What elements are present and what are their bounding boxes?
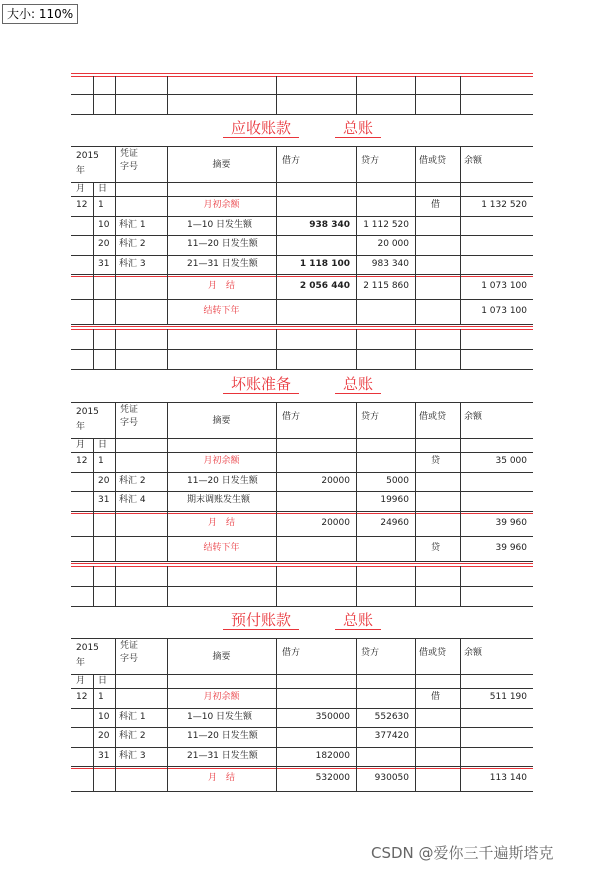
ledger-3 [71, 612, 533, 852]
column-rule [415, 708, 416, 728]
row-rule [71, 491, 533, 492]
column-rule [167, 196, 168, 216]
row-rule [71, 747, 533, 748]
column-rule [93, 76, 94, 114]
row-balance: 511 190 [489, 692, 527, 703]
row-day: 31 [98, 495, 110, 506]
closing-red-rule [71, 563, 533, 564]
header-day: 日 [98, 676, 108, 686]
column-rule [356, 255, 357, 275]
header-nian: 年 [76, 422, 86, 432]
row-day: 1 [98, 692, 104, 703]
column-rule [356, 536, 357, 561]
row-balance: 1 073 100 [481, 306, 527, 316]
row-day: 10 [98, 711, 110, 722]
row-summary: 11—20 日发生额 [187, 475, 258, 486]
column-rule [415, 216, 416, 236]
ledger-title [71, 120, 533, 138]
column-rule [276, 274, 277, 299]
column-rule [415, 196, 416, 216]
column-rule [415, 402, 416, 452]
column-rule [415, 235, 416, 255]
column-rule [93, 472, 94, 492]
header-month: 月 [76, 676, 86, 686]
closing-red-rule [71, 566, 533, 567]
column-rule [167, 491, 168, 511]
row-rule [71, 235, 533, 236]
row-month: 12 [76, 692, 88, 703]
ledger-type: 总账 [335, 612, 381, 630]
row-rule [71, 299, 533, 300]
row-day: 20 [98, 239, 110, 250]
row-month: 12 [76, 456, 88, 467]
row-rule [71, 274, 533, 275]
column-rule [167, 688, 168, 708]
rule-line [71, 73, 533, 74]
ledger-account-name: 预付账款 [223, 612, 299, 630]
header-direction: 借或贷 [419, 648, 447, 658]
header-month: 月 [76, 440, 86, 450]
column-rule [115, 511, 116, 536]
column-rule [276, 708, 277, 728]
column-rule [460, 76, 461, 114]
ledger-type: 总账 [335, 376, 381, 394]
column-rule [276, 536, 277, 561]
column-rule [460, 216, 461, 236]
row-voucher: 科汇 2 [119, 475, 146, 486]
row-debit: 20000 [321, 517, 350, 528]
header-credit: 贷方 [361, 648, 380, 658]
column-rule [460, 708, 461, 728]
row-balance: 35 000 [495, 456, 527, 467]
column-rule [276, 146, 277, 196]
row-direction: 贷 [431, 456, 441, 467]
row-debit: 20000 [321, 475, 350, 486]
header-voucher-no: 字号 [120, 418, 139, 428]
header-voucher: 凭证 [120, 149, 139, 159]
column-rule [115, 491, 116, 511]
row-rule [71, 586, 533, 587]
column-rule [356, 76, 357, 114]
column-rule [415, 511, 416, 536]
column-rule [415, 255, 416, 275]
column-rule [93, 255, 94, 275]
row-voucher: 科汇 4 [119, 495, 146, 506]
row-credit: 377420 [374, 731, 409, 742]
column-rule [276, 747, 277, 767]
total-red-rule [71, 768, 533, 769]
column-rule [115, 766, 116, 791]
column-rule [460, 727, 461, 747]
column-rule [115, 255, 116, 275]
ledger-type: 总账 [335, 120, 381, 138]
column-rule [276, 688, 277, 708]
column-rule [115, 146, 116, 196]
zoom-level-badge: 大小: 110% [2, 4, 78, 24]
column-rule [167, 536, 168, 561]
column-rule [93, 452, 94, 472]
row-credit: 1 112 520 [363, 219, 409, 230]
column-rule [460, 511, 461, 536]
row-summary: 结转下年 [203, 542, 240, 553]
column-rule [356, 766, 357, 791]
month-day-divider [93, 438, 94, 452]
column-rule [460, 299, 461, 324]
month-day-divider [93, 674, 94, 688]
column-rule [460, 747, 461, 767]
ledger-1 [71, 120, 533, 360]
row-balance: 1 073 100 [481, 281, 527, 291]
row-debit: 2 056 440 [299, 281, 350, 291]
year-divider [71, 674, 533, 675]
row-rule [71, 511, 533, 512]
row-summary: 月初余额 [203, 692, 240, 703]
column-rule [356, 688, 357, 708]
header-summary: 摘要 [212, 416, 231, 426]
column-rule [415, 766, 416, 791]
ledger-title [71, 376, 533, 394]
column-rule [167, 511, 168, 536]
column-rule [276, 766, 277, 791]
column-rule [115, 196, 116, 216]
header-balance: 余额 [464, 156, 483, 166]
column-rule [167, 146, 168, 196]
header-balance: 余额 [464, 648, 483, 658]
column-rule [167, 452, 168, 472]
header-direction: 借或贷 [419, 412, 447, 422]
column-rule [93, 491, 94, 511]
column-rule [415, 76, 416, 114]
column-rule [93, 766, 94, 791]
row-rule [71, 536, 533, 537]
total-red-rule [71, 513, 533, 514]
row-day: 31 [98, 750, 110, 761]
row-rule [71, 708, 533, 709]
month-day-divider [93, 182, 94, 196]
header-top-rule [71, 638, 533, 639]
row-summary: 21—31 日发生额 [187, 258, 258, 269]
rule-line [71, 76, 533, 77]
column-rule [115, 452, 116, 472]
row-summary: 11—20 日发生额 [187, 731, 258, 742]
column-rule [460, 235, 461, 255]
column-rule [276, 491, 277, 511]
column-rule [356, 708, 357, 728]
column-rule [356, 511, 357, 536]
column-rule [460, 491, 461, 511]
row-rule [71, 766, 533, 767]
header-nian: 年 [76, 658, 86, 668]
column-rule [276, 727, 277, 747]
column-rule [415, 299, 416, 324]
column-rule [356, 747, 357, 767]
header-summary: 摘要 [212, 160, 231, 170]
column-rule [93, 196, 94, 216]
row-debit: 1 118 100 [299, 258, 350, 269]
column-rule [276, 452, 277, 472]
column-rule [460, 638, 461, 688]
column-rule [167, 299, 168, 324]
row-summary: 结转下年 [203, 306, 240, 316]
column-rule [356, 491, 357, 511]
header-debit: 借方 [282, 648, 301, 658]
column-rule [460, 146, 461, 196]
row-debit: 350000 [315, 711, 350, 722]
column-rule [356, 196, 357, 216]
header-month: 月 [76, 184, 86, 194]
row-summary: 1—10 日发生额 [187, 219, 253, 230]
column-rule [93, 688, 94, 708]
closing-red-rule [71, 329, 533, 330]
year-divider [71, 438, 533, 439]
column-rule [356, 402, 357, 452]
column-rule [356, 146, 357, 196]
row-rule [71, 216, 533, 217]
column-rule [276, 299, 277, 324]
header-balance: 余额 [464, 412, 483, 422]
column-rule [460, 196, 461, 216]
column-rule [115, 76, 116, 114]
header-bottom-rule [71, 196, 533, 197]
row-voucher: 科汇 1 [119, 219, 146, 230]
row-direction: 借 [431, 200, 441, 211]
column-rule [356, 274, 357, 299]
column-rule [415, 638, 416, 688]
column-rule [93, 235, 94, 255]
column-rule [115, 216, 116, 236]
header-summary: 摘要 [212, 652, 231, 662]
column-rule [167, 766, 168, 791]
column-rule [356, 235, 357, 255]
column-rule [460, 766, 461, 791]
column-rule [356, 472, 357, 492]
row-voucher: 科汇 2 [119, 731, 146, 742]
header-debit: 借方 [282, 156, 301, 166]
row-month: 12 [76, 200, 88, 211]
row-rule [71, 369, 533, 370]
row-summary: 期末调账发生额 [187, 495, 251, 506]
column-rule [276, 76, 277, 114]
header-debit: 借方 [282, 412, 301, 422]
row-summary: 21—31 日发生额 [187, 750, 258, 761]
column-rule [276, 638, 277, 688]
header-top-rule [71, 402, 533, 403]
column-rule [415, 536, 416, 561]
column-rule [167, 402, 168, 452]
column-rule [276, 402, 277, 452]
column-rule [167, 638, 168, 688]
column-rule [460, 452, 461, 472]
header-direction: 借或贷 [419, 156, 447, 166]
column-rule [93, 536, 94, 561]
row-summary: 月 结 [207, 517, 235, 528]
column-rule [115, 688, 116, 708]
row-rule [71, 791, 533, 792]
row-day: 20 [98, 731, 110, 742]
rule-line [71, 114, 533, 115]
column-rule [415, 472, 416, 492]
year-divider [71, 182, 533, 183]
row-summary: 月初余额 [203, 200, 240, 211]
previous-ledger-tail [71, 72, 533, 117]
row-credit: 24960 [380, 517, 409, 528]
header-year: 2015 [76, 151, 99, 161]
column-rule [115, 708, 116, 728]
column-rule [276, 196, 277, 216]
row-balance: 39 960 [495, 542, 527, 553]
column-rule [356, 727, 357, 747]
row-rule [71, 255, 533, 256]
column-rule [167, 76, 168, 114]
column-rule [167, 216, 168, 236]
column-rule [115, 727, 116, 747]
column-rule [276, 216, 277, 236]
row-summary: 11—20 日发生额 [187, 239, 258, 250]
ledger-account-name: 坏账准备 [223, 376, 299, 394]
column-rule [356, 638, 357, 688]
column-rule [276, 235, 277, 255]
column-rule [115, 402, 116, 452]
row-voucher: 科汇 1 [119, 711, 146, 722]
row-credit: 19960 [380, 495, 409, 506]
column-rule [115, 274, 116, 299]
closing-red-rule [71, 326, 533, 327]
column-rule [93, 511, 94, 536]
column-rule [115, 235, 116, 255]
column-rule [276, 472, 277, 492]
header-year: 2015 [76, 407, 99, 417]
column-rule [276, 511, 277, 536]
header-year: 2015 [76, 643, 99, 653]
column-rule [167, 727, 168, 747]
row-balance: 113 140 [489, 773, 527, 783]
header-day: 日 [98, 184, 108, 194]
row-debit: 182000 [315, 750, 350, 761]
column-rule [415, 452, 416, 472]
column-rule [415, 727, 416, 747]
column-rule [356, 216, 357, 236]
row-credit: 20 000 [377, 239, 409, 250]
header-nian: 年 [76, 166, 86, 176]
row-rule [71, 606, 533, 607]
column-rule [167, 472, 168, 492]
row-summary: 月初余额 [203, 456, 240, 467]
header-bottom-rule [71, 452, 533, 453]
row-credit: 552630 [374, 711, 409, 722]
header-voucher-no: 字号 [120, 654, 139, 664]
ledger-2 [71, 376, 533, 616]
row-credit: 983 340 [371, 258, 409, 269]
column-rule [93, 747, 94, 767]
column-rule [167, 255, 168, 275]
row-balance: 39 960 [495, 517, 527, 528]
row-credit: 5000 [386, 475, 409, 486]
header-bottom-rule [71, 688, 533, 689]
column-rule [115, 747, 116, 767]
column-rule [415, 491, 416, 511]
row-rule [71, 561, 533, 562]
column-rule [167, 274, 168, 299]
row-credit: 930050 [374, 773, 409, 783]
column-rule [115, 638, 116, 688]
row-direction: 借 [431, 692, 441, 703]
row-rule [71, 349, 533, 350]
column-rule [415, 146, 416, 196]
row-day: 1 [98, 200, 104, 211]
column-rule [415, 747, 416, 767]
column-rule [93, 727, 94, 747]
total-red-rule [71, 276, 533, 277]
column-rule [460, 255, 461, 275]
row-direction: 贷 [431, 542, 441, 553]
column-rule [167, 235, 168, 255]
column-rule [115, 472, 116, 492]
header-top-rule [71, 146, 533, 147]
row-voucher: 科汇 3 [119, 750, 146, 761]
column-rule [93, 216, 94, 236]
row-summary: 月 结 [207, 281, 235, 291]
column-rule [415, 274, 416, 299]
header-voucher: 凭证 [120, 405, 139, 415]
column-rule [460, 402, 461, 452]
row-day: 20 [98, 475, 110, 486]
column-rule [356, 299, 357, 324]
column-rule [93, 299, 94, 324]
row-day: 1 [98, 456, 104, 467]
rule-line [71, 94, 533, 95]
column-rule [167, 708, 168, 728]
column-rule [93, 708, 94, 728]
header-voucher-no: 字号 [120, 162, 139, 172]
row-credit: 2 115 860 [363, 281, 409, 291]
column-rule [460, 688, 461, 708]
column-rule [415, 688, 416, 708]
row-summary: 月 结 [207, 773, 235, 783]
row-debit: 532000 [315, 773, 350, 783]
header-voucher: 凭证 [120, 641, 139, 651]
column-rule [115, 536, 116, 561]
column-rule [356, 452, 357, 472]
column-rule [115, 299, 116, 324]
row-rule [71, 472, 533, 473]
row-voucher: 科汇 3 [119, 258, 146, 269]
column-rule [460, 274, 461, 299]
header-day: 日 [98, 440, 108, 450]
row-balance: 1 132 520 [481, 200, 527, 211]
column-rule [276, 255, 277, 275]
column-rule [460, 472, 461, 492]
row-rule [71, 727, 533, 728]
row-rule [71, 324, 533, 325]
column-rule [460, 536, 461, 561]
column-rule [93, 274, 94, 299]
ledger-account-name: 应收账款 [223, 120, 299, 138]
row-day: 31 [98, 258, 110, 269]
header-credit: 贷方 [361, 412, 380, 422]
ledger-title [71, 612, 533, 630]
row-summary: 1—10 日发生额 [187, 711, 253, 722]
watermark: CSDN @爱你三千遍斯塔克 [371, 844, 554, 862]
header-credit: 贷方 [361, 156, 380, 166]
row-voucher: 科汇 2 [119, 239, 146, 250]
row-day: 10 [98, 219, 110, 230]
column-rule [167, 747, 168, 767]
row-debit: 938 340 [309, 219, 350, 230]
